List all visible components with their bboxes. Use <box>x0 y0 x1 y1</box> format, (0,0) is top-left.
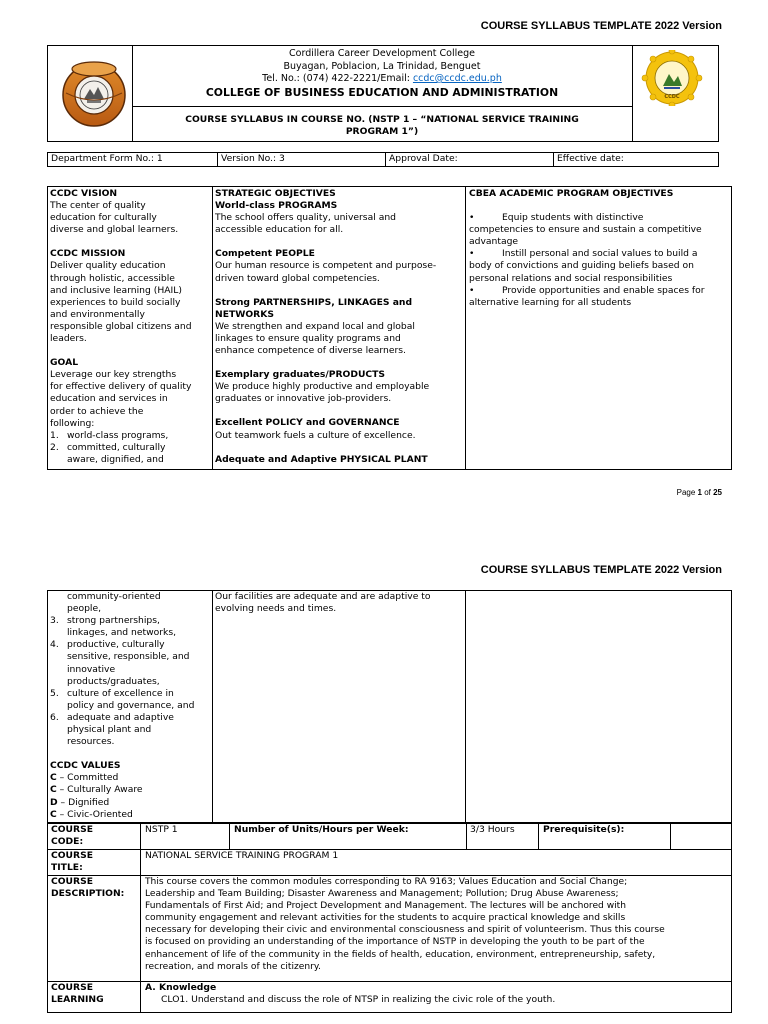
objective-title: Competent PEOPLE <box>215 248 315 260</box>
goal-continued-column <box>50 591 210 821</box>
page2-header-label: COURSE SYLLABUS TEMPLATE 2022 Version <box>480 564 722 576</box>
objective-text: Our human resource is competent and purpose- <box>215 260 437 272</box>
page1-header-label: COURSE SYLLABUS TEMPLATE 2022 Version <box>480 20 722 32</box>
mission-line: experiences to build socially <box>50 296 181 308</box>
email-link[interactable]: ccdc@ccdc.edu.ph <box>412 73 502 84</box>
page-number: Page 1 of 25 <box>676 488 722 497</box>
objective-text: Out teamwork fuels a culture of excellence. <box>215 429 416 441</box>
mission-title: CCDC MISSION <box>50 248 126 260</box>
objective-text: graduates or innovative job-providers. <box>215 393 392 405</box>
college-seal-logo <box>60 55 128 130</box>
contact-line: Tel. No.: (074) 422-2221/Email: ccdc@ccdc.edu.ph <box>262 73 502 84</box>
mission-line: responsible global citizens and <box>50 320 192 332</box>
course-learning-outcomes <box>145 982 730 1006</box>
clo-item: CLO1. Understand and discuss the role of NTSP in realizing the civic role of the youth. <box>161 994 556 1006</box>
college-name: Cordillera Career Development College <box>289 48 475 59</box>
goal-item: 2. committed, culturally aware, dignified, and <box>50 441 166 465</box>
prerequisite-label: Prerequisite(s): <box>543 824 625 835</box>
goal-item: 6. adequate and adaptive physical plant and resources. <box>50 711 174 748</box>
department-title: COLLEGE OF BUSINESS EDUCATION AND ADMINISTRATION <box>205 85 559 99</box>
college-address: Buyagan, Poblacion, La Trinidad, Benguet <box>283 60 481 72</box>
goal-continued-line: people, <box>67 603 102 615</box>
objective-text: evolving needs and times. <box>215 603 337 615</box>
objective-text: enhance competence of diverse learners. <box>215 345 406 357</box>
goal-item: 3. strong partnerships, linkages, and networks, <box>50 615 177 639</box>
goal-title: GOAL <box>50 357 79 369</box>
vision-line: diverse and global learners. <box>50 224 179 236</box>
goal-line: Leverage our key strengths <box>50 369 177 381</box>
value-item: C – Civic-Oriented <box>50 808 133 820</box>
objective-title: NETWORKS <box>215 308 274 320</box>
objective-title: Adequate and Adaptive PHYSICAL PLANT <box>215 453 428 465</box>
objective-title: Excellent POLICY and GOVERNANCE <box>215 417 400 429</box>
approval-date: Approval Date: <box>389 153 458 164</box>
objective-text: linkages to ensure quality programs and <box>215 332 401 344</box>
goal-line: following: <box>50 417 95 429</box>
goal-item: 4. productive, culturally sensitive, responsible, and innovative products/graduates, <box>50 639 190 687</box>
goal-item: 1. world-class programs, <box>50 429 169 441</box>
value-item: C – Culturally Aware <box>50 784 143 796</box>
goal-line: for effective delivery of quality <box>50 381 192 393</box>
objective-text: We produce highly productive and employable <box>215 381 430 393</box>
vision-title: CCDC VISION <box>50 188 118 199</box>
clo-section-title: A. Knowledge <box>145 982 217 993</box>
course-code-label: COURSE CODE: <box>51 824 93 848</box>
mission-line: and inclusive learning (HAIL) <box>50 284 182 296</box>
objective-text: The school offers quality, universal and <box>215 212 396 224</box>
course-syllabus-title-line2: PROGRAM 1”) <box>345 126 419 137</box>
program-objective-item: • Provide opportunities and enable spaces for alternative learning for all students <box>469 284 705 308</box>
course-title-value: NATIONAL SERVICE TRAINING PROGRAM 1 <box>145 850 339 861</box>
vision-line: education for culturally <box>50 212 157 224</box>
course-syllabus-title-line1: COURSE SYLLABUS IN COURSE NO. (NSTP 1 – “NATIONAL SERVICE TRAINING <box>185 114 579 125</box>
objective-title: Exemplary graduates/PRODUCTS <box>215 369 386 381</box>
vision-line: The center of quality <box>50 200 146 212</box>
goal-line: education and services in <box>50 393 168 405</box>
values-title: CCDC VALUES <box>50 760 121 772</box>
value-item: D – Dignified <box>50 796 110 808</box>
course-description-text: This course covers the common modules corresponding to RA 9163; Values Education and Social Change; Leadership and Team Building; Disaster Awareness and Management; Pollution; Drug Abuse Awareness; Fundamentals of First Aid; and Project Development and Management. The lectures will be anchored with community engagement and relevant activities for the students to acquire practical knowledge and skills necessary for developing their civic and environmental consciousness and spirit of volunteerism. Thus this course is focused on providing an understanding of the importance of NSTP in developing the youth to be part of the enhancement of life of the community in the fields of health, education, environment, entrepreneurship, safety, recreation, and morals of the citizenry. <box>145 877 665 972</box>
objective-title: World-class PROGRAMS <box>215 200 338 212</box>
objective-text: accessible education for all. <box>215 224 344 236</box>
objective-text: driven toward global competencies. <box>215 272 380 284</box>
objective-title: Strong PARTNERSHIPS, LINKAGES and <box>215 296 413 308</box>
vision-mission-goal-column <box>50 188 210 466</box>
goal-continued-line: community-oriented <box>67 591 161 602</box>
course-title-label: COURSE TITLE: <box>51 850 93 874</box>
ccdc-logo-text: CCDC <box>664 94 680 100</box>
strategic-continued-column <box>215 591 463 615</box>
value-item: C – Committed <box>50 772 119 784</box>
program-objectives-column <box>469 188 731 309</box>
goal-item: 5. culture of excellence in policy and governance, and <box>50 687 195 711</box>
strategic-title: STRATEGIC OBJECTIVES <box>215 188 336 199</box>
course-code-value: NSTP 1 <box>145 824 178 835</box>
program-objective-item: • Instill personal and social values to build a body of convictions and guiding beliefs based on personal relations and social responsibilities <box>469 248 698 284</box>
cbea-title: CBEA ACADEMIC PROGRAM OBJECTIVES <box>469 188 674 199</box>
objective-text: We strengthen and expand local and global <box>215 320 415 332</box>
dept-form-no: Department Form No.: 1 <box>51 153 163 164</box>
strategic-objectives-column <box>215 188 463 466</box>
units-value: 3/3 Hours <box>470 824 515 835</box>
mission-line: and environmentally <box>50 308 145 320</box>
program-objective-item: • Equip students with distinctive competencies to ensure and sustain a competitive advantage <box>469 212 702 248</box>
mission-line: through holistic, accessible <box>50 272 175 284</box>
mission-line: leaders. <box>50 333 87 345</box>
course-description-label: COURSE DESCRIPTION: <box>51 876 125 900</box>
units-label: Number of Units/Hours per Week: <box>234 824 409 835</box>
mission-line: Deliver quality education <box>50 260 166 272</box>
goal-line: order to achieve the <box>50 405 144 417</box>
objective-text: Our facilities are adequate and are adaptive to <box>215 591 431 602</box>
course-learning-label: COURSE LEARNING <box>51 982 104 1006</box>
version-no: Version No.: 3 <box>221 153 285 164</box>
effective-date: Effective date: <box>557 153 624 164</box>
